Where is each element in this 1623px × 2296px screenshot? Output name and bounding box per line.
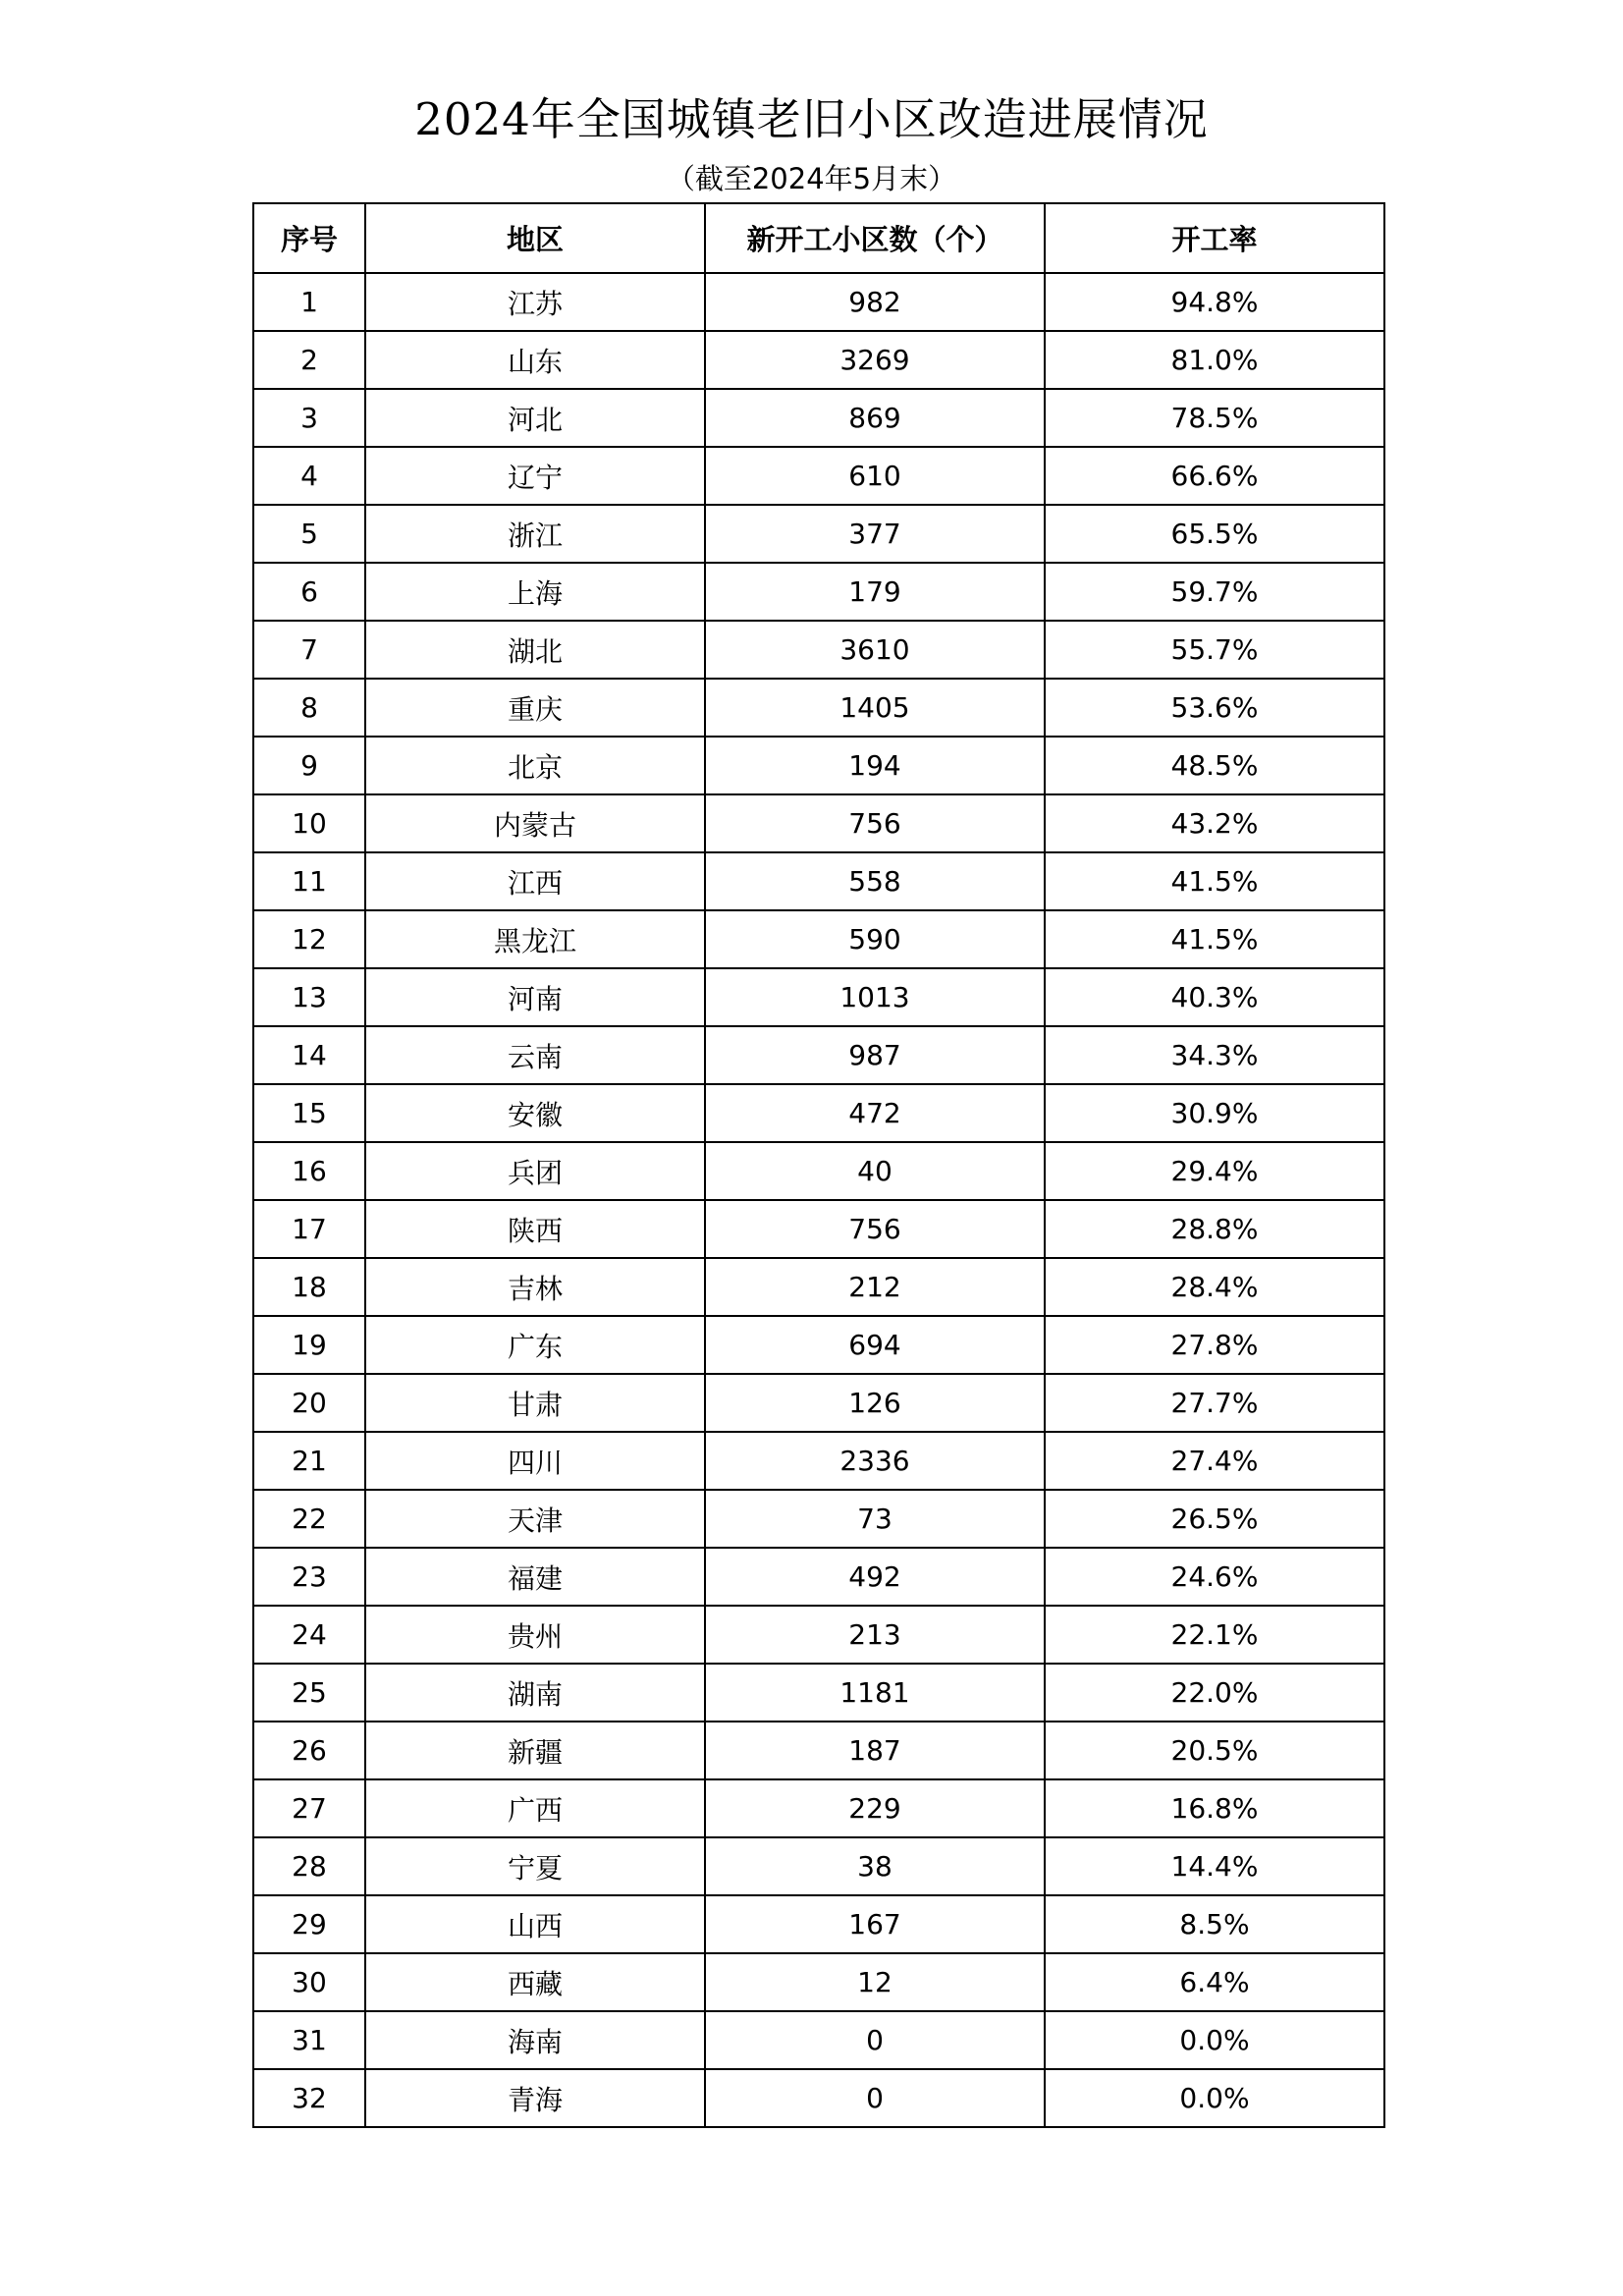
new-communities-count: 1181 — [705, 1664, 1045, 1722]
start-rate: 81.0% — [1045, 331, 1384, 389]
row-index: 31 — [253, 2011, 365, 2069]
region-name: 江苏 — [365, 273, 705, 331]
region-name: 辽宁 — [365, 447, 705, 505]
new-communities-count: 982 — [705, 273, 1045, 331]
region-name: 海南 — [365, 2011, 705, 2069]
row-index: 28 — [253, 1837, 365, 1895]
region-name: 天津 — [365, 1490, 705, 1548]
start-rate: 34.3% — [1045, 1026, 1384, 1084]
region-name: 兵团 — [365, 1142, 705, 1200]
table-row — [253, 1374, 1384, 1432]
new-communities-count: 869 — [705, 389, 1045, 447]
new-communities-count: 212 — [705, 1258, 1045, 1316]
start-rate: 24.6% — [1045, 1548, 1384, 1606]
new-communities-count: 1013 — [705, 968, 1045, 1026]
row-index: 2 — [253, 331, 365, 389]
start-rate: 28.4% — [1045, 1258, 1384, 1316]
start-rate: 6.4% — [1045, 1953, 1384, 2011]
start-rate: 55.7% — [1045, 621, 1384, 679]
row-index: 13 — [253, 968, 365, 1026]
table-row — [253, 737, 1384, 794]
new-communities-count: 472 — [705, 1084, 1045, 1142]
row-index: 7 — [253, 621, 365, 679]
table-row — [253, 447, 1384, 505]
new-communities-count: 12 — [705, 1953, 1045, 2011]
row-index: 21 — [253, 1432, 365, 1490]
new-communities-count: 694 — [705, 1316, 1045, 1374]
start-rate: 40.3% — [1045, 968, 1384, 1026]
table-body — [253, 273, 1384, 2127]
start-rate: 27.7% — [1045, 1374, 1384, 1432]
table-row — [253, 331, 1384, 389]
row-index: 6 — [253, 563, 365, 621]
table-row — [253, 2011, 1384, 2069]
table-row — [253, 273, 1384, 331]
region-name: 重庆 — [365, 679, 705, 737]
region-name: 四川 — [365, 1432, 705, 1490]
row-index: 29 — [253, 1895, 365, 1953]
row-index: 4 — [253, 447, 365, 505]
start-rate: 30.9% — [1045, 1084, 1384, 1142]
region-name: 河北 — [365, 389, 705, 447]
start-rate: 0.0% — [1045, 2011, 1384, 2069]
new-communities-count: 492 — [705, 1548, 1045, 1606]
row-index: 22 — [253, 1490, 365, 1548]
table-row — [253, 1606, 1384, 1664]
table-row — [253, 1837, 1384, 1895]
region-name: 湖北 — [365, 621, 705, 679]
new-communities-count: 987 — [705, 1026, 1045, 1084]
row-index: 1 — [253, 273, 365, 331]
region-name: 陕西 — [365, 1200, 705, 1258]
page-subtitle: （截至2024年5月末） — [666, 162, 957, 195]
row-index: 11 — [253, 852, 365, 910]
row-index: 18 — [253, 1258, 365, 1316]
table-row — [253, 1084, 1384, 1142]
table-row — [253, 1779, 1384, 1837]
row-index: 19 — [253, 1316, 365, 1374]
new-communities-count: 3269 — [705, 331, 1045, 389]
region-name: 云南 — [365, 1026, 705, 1084]
table-row — [253, 505, 1384, 563]
region-name: 安徽 — [365, 1084, 705, 1142]
start-rate: 78.5% — [1045, 389, 1384, 447]
row-index: 20 — [253, 1374, 365, 1432]
region-name: 青海 — [365, 2069, 705, 2127]
start-rate: 20.5% — [1045, 1722, 1384, 1779]
table-row — [253, 968, 1384, 1026]
row-index: 32 — [253, 2069, 365, 2127]
table-row — [253, 1722, 1384, 1779]
header-region: 地区 — [365, 203, 705, 273]
new-communities-count: 213 — [705, 1606, 1045, 1664]
new-communities-count: 38 — [705, 1837, 1045, 1895]
row-index: 3 — [253, 389, 365, 447]
table-row — [253, 1258, 1384, 1316]
new-communities-count: 610 — [705, 447, 1045, 505]
new-communities-count: 558 — [705, 852, 1045, 910]
row-index: 17 — [253, 1200, 365, 1258]
table-row — [253, 1548, 1384, 1606]
table-row — [253, 794, 1384, 852]
region-name: 广西 — [365, 1779, 705, 1837]
row-index: 16 — [253, 1142, 365, 1200]
new-communities-count: 187 — [705, 1722, 1045, 1779]
new-communities-count: 167 — [705, 1895, 1045, 1953]
header-start-rate: 开工率 — [1045, 203, 1384, 273]
region-name: 山西 — [365, 1895, 705, 1953]
start-rate: 66.6% — [1045, 447, 1384, 505]
table-header-row — [253, 203, 1384, 273]
table-row — [253, 389, 1384, 447]
new-communities-count: 0 — [705, 2011, 1045, 2069]
table-row — [253, 679, 1384, 737]
row-index: 27 — [253, 1779, 365, 1837]
start-rate: 27.4% — [1045, 1432, 1384, 1490]
new-communities-count: 0 — [705, 2069, 1045, 2127]
table-row — [253, 1953, 1384, 2011]
table-row — [253, 1026, 1384, 1084]
new-communities-count: 229 — [705, 1779, 1045, 1837]
new-communities-count: 40 — [705, 1142, 1045, 1200]
table-row — [253, 1664, 1384, 1722]
new-communities-count: 377 — [705, 505, 1045, 563]
start-rate: 8.5% — [1045, 1895, 1384, 1953]
region-name: 浙江 — [365, 505, 705, 563]
start-rate: 94.8% — [1045, 273, 1384, 331]
table-row — [253, 1432, 1384, 1490]
region-name: 宁夏 — [365, 1837, 705, 1895]
row-index: 23 — [253, 1548, 365, 1606]
start-rate: 22.0% — [1045, 1664, 1384, 1722]
row-index: 25 — [253, 1664, 365, 1722]
row-index: 14 — [253, 1026, 365, 1084]
region-name: 上海 — [365, 563, 705, 621]
start-rate: 0.0% — [1045, 2069, 1384, 2127]
page-title: 2024年全国城镇老旧小区改造进展情况 — [414, 93, 1209, 145]
region-name: 福建 — [365, 1548, 705, 1606]
new-communities-count: 590 — [705, 910, 1045, 968]
row-index: 30 — [253, 1953, 365, 2011]
row-index: 15 — [253, 1084, 365, 1142]
region-name: 江西 — [365, 852, 705, 910]
row-index: 12 — [253, 910, 365, 968]
region-name: 贵州 — [365, 1606, 705, 1664]
start-rate: 59.7% — [1045, 563, 1384, 621]
start-rate: 26.5% — [1045, 1490, 1384, 1548]
region-name: 山东 — [365, 331, 705, 389]
header-new-communities: 新开工小区数（个） — [705, 203, 1045, 273]
new-communities-count: 126 — [705, 1374, 1045, 1432]
row-index: 8 — [253, 679, 365, 737]
table-row — [253, 852, 1384, 910]
table-row — [253, 1895, 1384, 1953]
region-name: 黑龙江 — [365, 910, 705, 968]
start-rate: 65.5% — [1045, 505, 1384, 563]
new-communities-count: 756 — [705, 1200, 1045, 1258]
region-name: 广东 — [365, 1316, 705, 1374]
table-row — [253, 1316, 1384, 1374]
table-row — [253, 1490, 1384, 1548]
start-rate: 14.4% — [1045, 1837, 1384, 1895]
region-name: 甘肃 — [365, 1374, 705, 1432]
region-name: 湖南 — [365, 1664, 705, 1722]
start-rate: 22.1% — [1045, 1606, 1384, 1664]
start-rate: 28.8% — [1045, 1200, 1384, 1258]
new-communities-count: 756 — [705, 794, 1045, 852]
region-name: 内蒙古 — [365, 794, 705, 852]
start-rate: 53.6% — [1045, 679, 1384, 737]
row-index: 24 — [253, 1606, 365, 1664]
start-rate: 29.4% — [1045, 1142, 1384, 1200]
new-communities-count: 3610 — [705, 621, 1045, 679]
new-communities-count: 1405 — [705, 679, 1045, 737]
new-communities-count: 73 — [705, 1490, 1045, 1548]
region-name: 新疆 — [365, 1722, 705, 1779]
start-rate: 16.8% — [1045, 1779, 1384, 1837]
table-row — [253, 2069, 1384, 2127]
row-index: 9 — [253, 737, 365, 794]
start-rate: 43.2% — [1045, 794, 1384, 852]
row-index: 26 — [253, 1722, 365, 1779]
region-name: 吉林 — [365, 1258, 705, 1316]
region-name: 河南 — [365, 968, 705, 1026]
region-name: 西藏 — [365, 1953, 705, 2011]
table-row — [253, 1142, 1384, 1200]
row-index: 5 — [253, 505, 365, 563]
start-rate: 41.5% — [1045, 910, 1384, 968]
new-communities-count: 179 — [705, 563, 1045, 621]
row-index: 10 — [253, 794, 365, 852]
table-row — [253, 910, 1384, 968]
start-rate: 27.8% — [1045, 1316, 1384, 1374]
new-communities-count: 2336 — [705, 1432, 1045, 1490]
progress-table — [252, 202, 1385, 2128]
header-index: 序号 — [253, 203, 365, 273]
table-row — [253, 621, 1384, 679]
region-name: 北京 — [365, 737, 705, 794]
start-rate: 48.5% — [1045, 737, 1384, 794]
table-row — [253, 563, 1384, 621]
table-row — [253, 1200, 1384, 1258]
start-rate: 41.5% — [1045, 852, 1384, 910]
new-communities-count: 194 — [705, 737, 1045, 794]
